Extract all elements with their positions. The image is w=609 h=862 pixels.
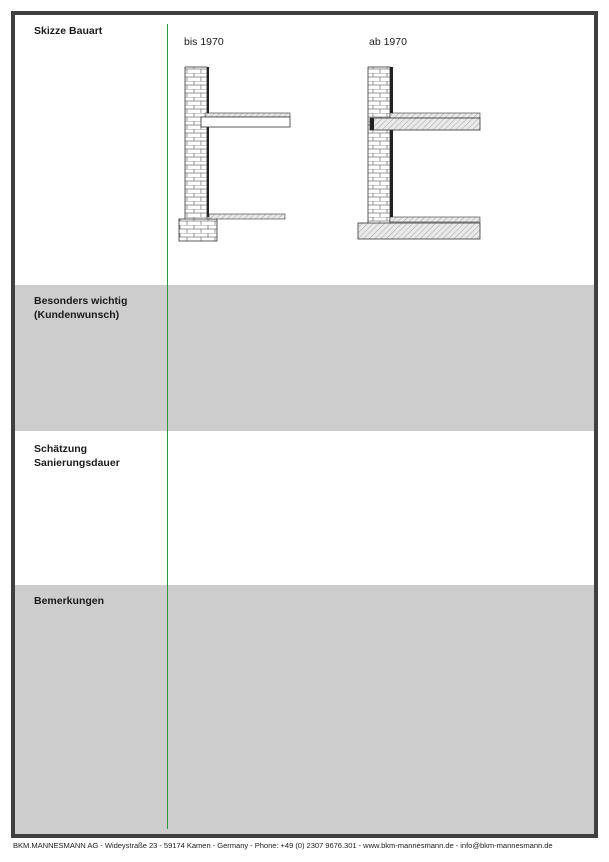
brick-foundation [179, 219, 217, 241]
wall-inner-layer [207, 67, 209, 217]
label-line: Sanierungsdauer [34, 456, 120, 469]
label-bis-1970: bis 1970 [184, 36, 224, 48]
slab-joint [370, 118, 374, 130]
floor-screed [390, 217, 480, 222]
label-bemerkungen: Bemerkungen [34, 595, 105, 607]
ceiling-slab [205, 113, 290, 117]
label-line: Schätzung [34, 443, 88, 455]
row-schaetzung-sanierungsdauer [15, 431, 594, 585]
row-besonders-wichtig [15, 285, 594, 431]
foundation-slab [358, 223, 480, 239]
label-line: Besonders wichtig [34, 295, 128, 307]
label-schaetzung [34, 443, 169, 470]
ceiling-beam [201, 117, 290, 127]
brick-wall [185, 67, 207, 220]
form-frame [11, 11, 598, 838]
sketch-bis-1970 [177, 65, 297, 245]
row-bemerkungen [15, 585, 594, 834]
label-besonders-wichtig [34, 295, 169, 322]
label-ab-1970: ab 1970 [369, 36, 407, 48]
label-skizze-bauart: Skizze Bauart [34, 25, 103, 37]
ceiling-slab [370, 118, 480, 130]
row-skizze-bauart [15, 15, 594, 285]
brick-wall [368, 67, 390, 227]
footer-address: BKM.MANNESMANN AG - Wideystraße 23 - 59174 Kamen - Germany - Phone: +49 (0) 2307 9676.301 - www.bkm-mannesmann.de - info@bkm-mannesmann.de [13, 841, 553, 850]
wall-inner-layer [390, 67, 393, 217]
column-divider [167, 24, 168, 829]
ceiling-screed [390, 113, 480, 118]
label-line: (Kundenwunsch) [34, 308, 120, 321]
sketch-ab-1970 [356, 65, 486, 245]
floor-slab [209, 214, 285, 219]
